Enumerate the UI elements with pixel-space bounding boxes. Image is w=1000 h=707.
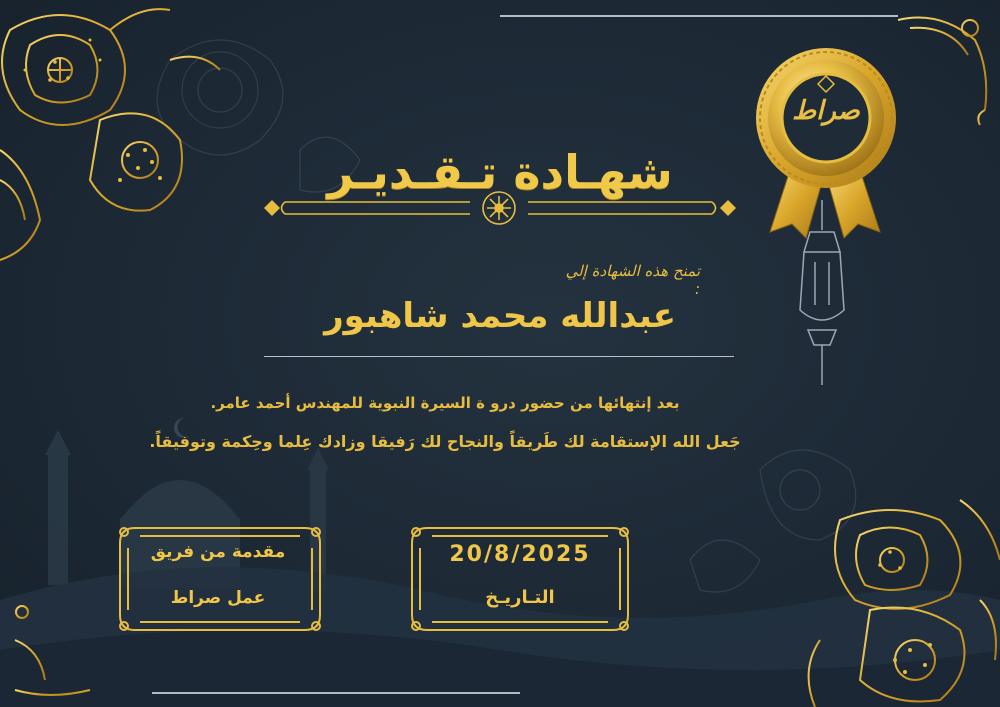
body-text-line-1: بعد إنتهائها من حضور درو ة السيرة النبوية للمهندس أحمد عامر. bbox=[210, 394, 680, 412]
corner-flourish-icon bbox=[898, 18, 986, 126]
floral-ornament-icon bbox=[0, 9, 220, 260]
recipient-name: عبدالله محمد شاهبور bbox=[324, 296, 676, 336]
body-text-line-2: جَعل الله الإستقامة لك طَريقاً والنجاح لك رَفيقا وزادك عِلما وحِكمة وتوفيقاً. bbox=[149, 432, 741, 451]
date-value: 20/8/2025 bbox=[449, 542, 591, 567]
seal-logo-text: صراط bbox=[792, 96, 860, 126]
certificate-title: شهـادة تـقـديـر bbox=[327, 145, 673, 199]
presented-to-label: تمنح هذه الشهادة إلي : bbox=[565, 262, 700, 298]
presented-by-line-1: مقدمة من فريق bbox=[150, 542, 286, 562]
mosque-silhouette-icon bbox=[45, 430, 329, 590]
date-label: التـاريـخ bbox=[485, 587, 555, 608]
name-underline bbox=[264, 356, 734, 357]
diamond-icon bbox=[720, 200, 736, 216]
diamond-icon bbox=[264, 200, 280, 216]
presented-by-line-2: عمل صراط bbox=[170, 588, 266, 608]
